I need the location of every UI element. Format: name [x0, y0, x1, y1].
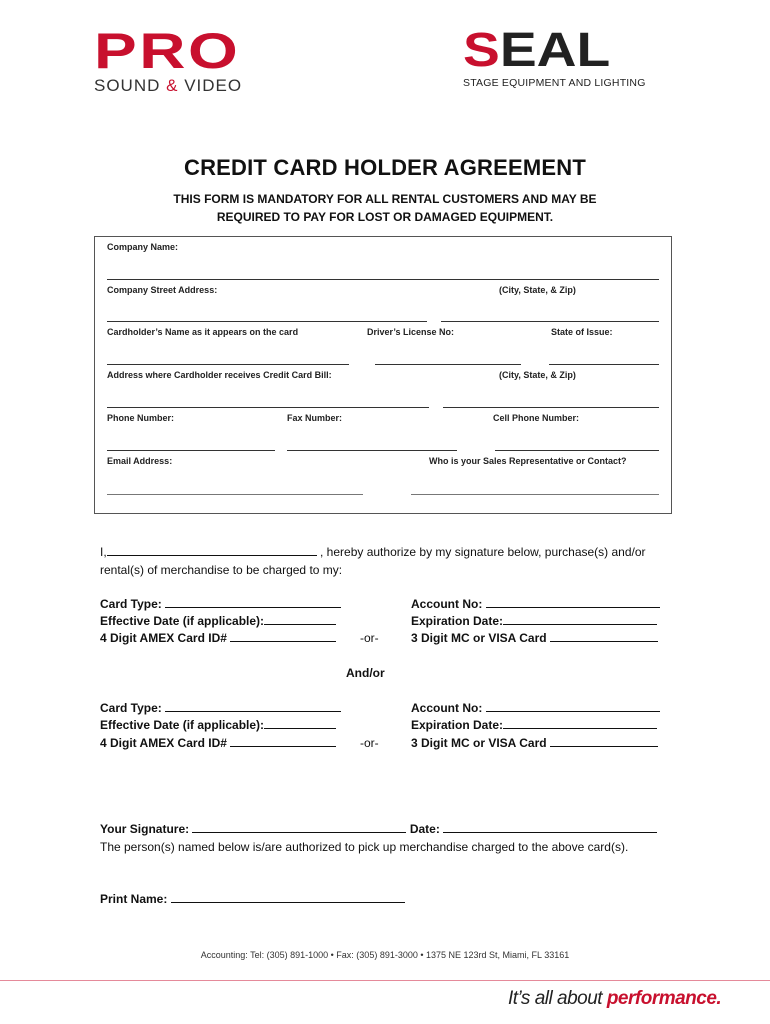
amex-id-2-field[interactable]	[230, 735, 336, 747]
expiration-2-field[interactable]	[503, 717, 657, 729]
footer-divider	[0, 980, 770, 981]
signature-row	[100, 821, 657, 836]
and-or-text: And/or	[346, 666, 385, 680]
billing-city-field[interactable]	[443, 407, 659, 408]
drivers-license-label: Driver’s License No:	[367, 327, 455, 337]
pro-logo-video: VIDEO	[184, 76, 243, 95]
card-type-2-label: Card Type:	[100, 701, 162, 715]
cardholder-name-label: Cardholder’s Name as it appears on the card	[107, 327, 299, 337]
fax-label: Fax Number:	[287, 413, 343, 423]
company-street-label: Company Street Address:	[107, 285, 218, 295]
page-title: CREDIT CARD HOLDER AGREEMENT	[183, 155, 586, 180]
pro-logo-sound: SOUND	[94, 76, 161, 95]
amex-id-2	[100, 735, 336, 750]
state-issue-field[interactable]	[549, 364, 659, 365]
pro-logo-sub	[94, 76, 269, 96]
pro-sound-video-logo	[94, 23, 269, 100]
account-no-2-field[interactable]	[486, 700, 660, 712]
email-field[interactable]	[107, 494, 363, 495]
effective-date-1	[100, 613, 336, 628]
state-issue-label: State of Issue:	[551, 327, 613, 337]
seal-logo-main	[463, 24, 707, 77]
card-type-2	[100, 700, 341, 715]
date-field[interactable]	[443, 821, 657, 833]
account-no-1	[411, 596, 660, 611]
expiration-1	[411, 613, 657, 628]
account-no-2-label: Account No:	[411, 701, 483, 715]
effective-date-2-label: Effective Date (if applicable):	[100, 718, 265, 732]
expiration-1-field[interactable]	[503, 613, 657, 625]
company-name-label: Company Name:	[107, 242, 179, 252]
mc-visa-2	[411, 735, 658, 750]
effective-date-1-field[interactable]	[264, 613, 336, 625]
authorization-prefix: I,	[100, 545, 107, 559]
company-name-field[interactable]	[107, 279, 659, 280]
mc-visa-1-field[interactable]	[550, 630, 658, 642]
authorization-paragraph	[100, 543, 700, 579]
account-no-1-field[interactable]	[486, 596, 660, 608]
seal-logo	[463, 24, 675, 100]
authorization-suffix: , hereby authorize by my signature below, purchase(s) and/or	[320, 545, 646, 559]
billing-address-field[interactable]	[107, 407, 429, 408]
page-subtitle	[0, 190, 770, 226]
sales-rep-field[interactable]	[411, 494, 659, 495]
effective-date-2-field[interactable]	[264, 717, 336, 729]
or-divider-1: -or-	[360, 631, 379, 645]
pro-logo-main: PRO	[94, 23, 241, 79]
print-name-row	[100, 891, 405, 906]
cell-field[interactable]	[495, 450, 659, 451]
billing-address-label: Address where Cardholder receives Credit Card Bill:	[107, 370, 332, 380]
mc-visa-2-label: 3 Digit MC or VISA Card	[411, 736, 547, 750]
drivers-license-field[interactable]	[375, 364, 521, 365]
seal-logo-s: S	[463, 24, 500, 77]
or-divider-2: -or-	[360, 736, 379, 750]
phone-label: Phone Number:	[107, 413, 175, 423]
effective-date-1-label: Effective Date (if applicable):	[100, 614, 265, 628]
authorized-note: The person(s) named below is/are authorized to pick up merchandise charged to the above card(s).	[100, 840, 629, 854]
authorizer-name-field[interactable]	[107, 544, 317, 556]
account-no-1-label: Account No:	[411, 597, 483, 611]
account-no-2	[411, 700, 660, 715]
authorization-line-2: rental(s) of merchandise to be charged to my:	[100, 563, 343, 577]
phone-field[interactable]	[107, 450, 275, 451]
city-state-zip-label-1: (City, State, & Zip)	[499, 285, 576, 295]
subtitle-line-2: REQUIRED TO PAY FOR LOST OR DAMAGED EQUIPMENT.	[216, 210, 554, 224]
sales-rep-label: Who is your Sales Representative or Contact?	[429, 456, 627, 466]
fax-field[interactable]	[287, 450, 457, 451]
card-type-2-field[interactable]	[165, 700, 341, 712]
customer-info-box	[94, 236, 672, 514]
date-label: Date:	[409, 822, 440, 836]
seal-logo-sub: STAGE EQUIPMENT AND LIGHTING	[463, 77, 646, 89]
city-state-zip-label-2: (City, State, & Zip)	[499, 370, 576, 380]
tagline-prefix: It’s all about	[508, 988, 607, 1009]
cardholder-name-field[interactable]	[107, 364, 349, 365]
expiration-2-label: Expiration Date:	[411, 718, 504, 732]
signature-label: Your Signature:	[100, 822, 190, 836]
mc-visa-1	[411, 630, 658, 645]
expiration-2	[411, 717, 657, 732]
authorization-line-1	[100, 543, 700, 561]
company-city-field[interactable]	[441, 321, 659, 322]
effective-date-2	[100, 717, 336, 732]
tagline-emphasis: performance.	[606, 988, 722, 1009]
card-type-1	[100, 596, 341, 611]
mc-visa-2-field[interactable]	[550, 735, 658, 747]
amex-id-1-label: 4 Digit AMEX Card ID#	[100, 631, 227, 645]
print-name-label: Print Name:	[100, 892, 168, 906]
amex-id-1-field[interactable]	[230, 630, 336, 642]
card-type-1-field[interactable]	[165, 596, 341, 608]
subtitle-line-1: THIS FORM IS MANDATORY FOR ALL RENTAL CUSTOMERS AND MAY BE	[173, 192, 597, 206]
footer-contact: Accounting: Tel: (305) 891-1000 • Fax: (305) 891-3000 • 1375 NE 123rd St, Miami, FL 33161	[200, 950, 570, 960]
mc-visa-1-label: 3 Digit MC or VISA Card	[411, 631, 547, 645]
tagline	[508, 988, 721, 1010]
cell-label: Cell Phone Number:	[493, 413, 580, 423]
card-type-1-label: Card Type:	[100, 597, 162, 611]
seal-logo-rest: EAL	[499, 24, 611, 77]
amex-id-2-label: 4 Digit AMEX Card ID#	[100, 736, 227, 750]
company-street-field[interactable]	[107, 321, 427, 322]
amex-id-1	[100, 630, 336, 645]
email-label: Email Address:	[107, 456, 173, 466]
pro-logo-amp: &	[166, 76, 179, 95]
print-name-field[interactable]	[171, 891, 405, 903]
signature-field[interactable]	[192, 821, 406, 833]
expiration-1-label: Expiration Date:	[411, 614, 504, 628]
